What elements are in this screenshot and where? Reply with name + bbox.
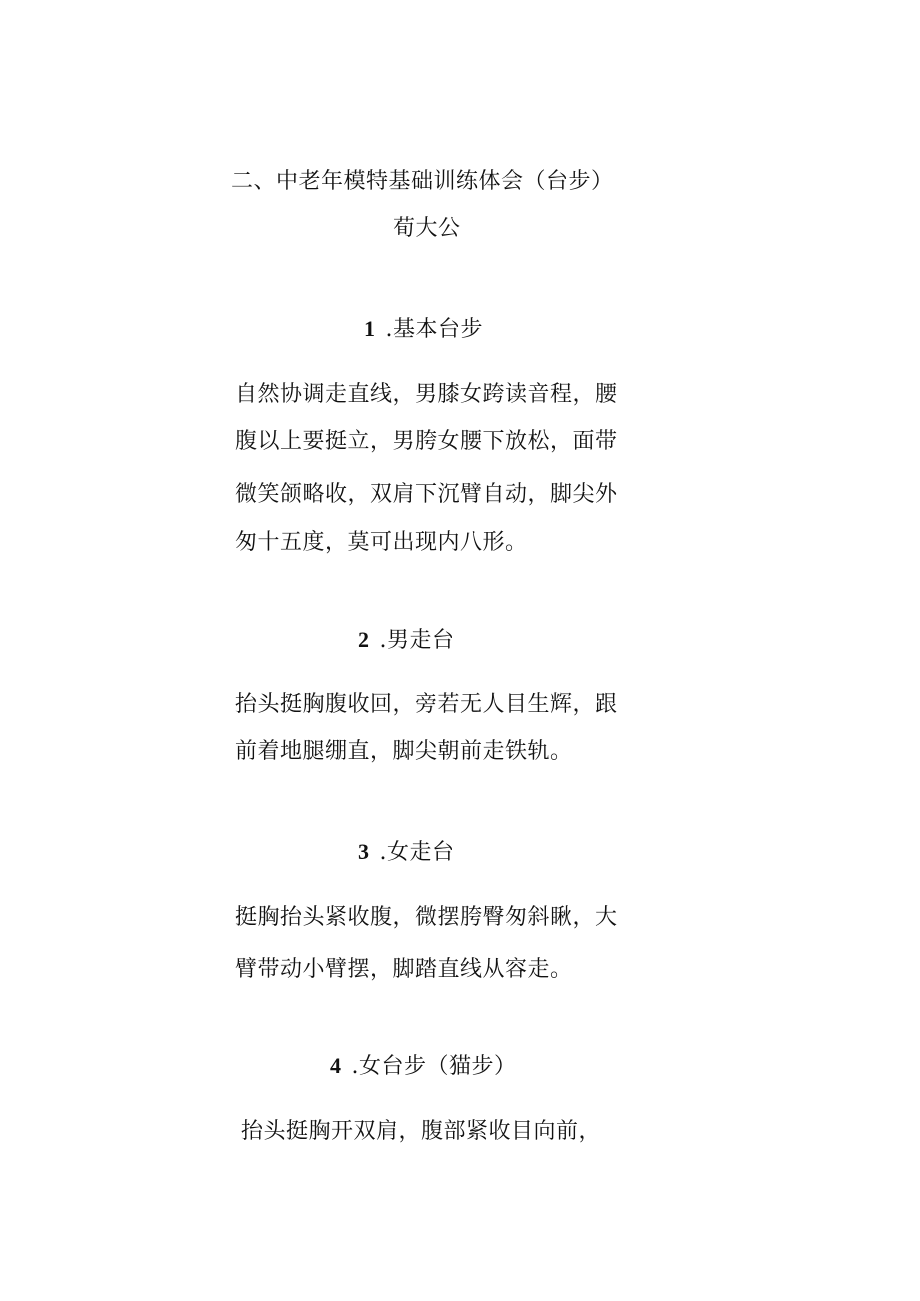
paragraph-line: 匆十五度，莫可出现内八形。 [235, 530, 528, 555]
paragraph-line: 抬头挺胸开双肩，腹部紧收目向前， [241, 1119, 602, 1144]
paragraph-line: 臂带动小臂摆，脚踏直线从容走。 [235, 957, 573, 982]
paragraph-line: 微笑颌略收，双肩下沉臂自动，脚尖外 [235, 482, 618, 507]
section-title: .女台步（猫步） [351, 1054, 517, 1079]
section-heading-4 [330, 1051, 517, 1082]
section-number: 4 [330, 1053, 342, 1078]
section-title: .男走台 [379, 628, 455, 653]
section-number: 2 [358, 627, 370, 652]
paragraph-line: 抬头挺胸腹收回，旁若无人目生辉，跟 [235, 692, 618, 717]
section-title: .基本台步 [385, 317, 483, 342]
section-heading-3 [358, 837, 455, 868]
paragraph-line: 自然协调走直线，男膝女跨读音程，腰 [235, 382, 618, 407]
paragraph-line: 前着地腿绷直，脚尖朝前走铁轨。 [235, 739, 573, 764]
section-heading-2 [358, 625, 455, 656]
document-author: 荀大公 [393, 216, 461, 241]
section-number: 3 [358, 839, 370, 864]
section-number: 1 [364, 316, 376, 341]
section-heading-1 [364, 314, 483, 345]
document-title: 二、中老年模特基础训练体会（台步） [231, 169, 614, 194]
paragraph-line: 挺胸抬头紧收腹，微摆胯臀匆斜瞅，大 [235, 905, 618, 930]
section-title: .女走台 [379, 840, 455, 865]
paragraph-line: 腹以上要挺立，男胯女腰下放松，面带 [235, 429, 618, 454]
